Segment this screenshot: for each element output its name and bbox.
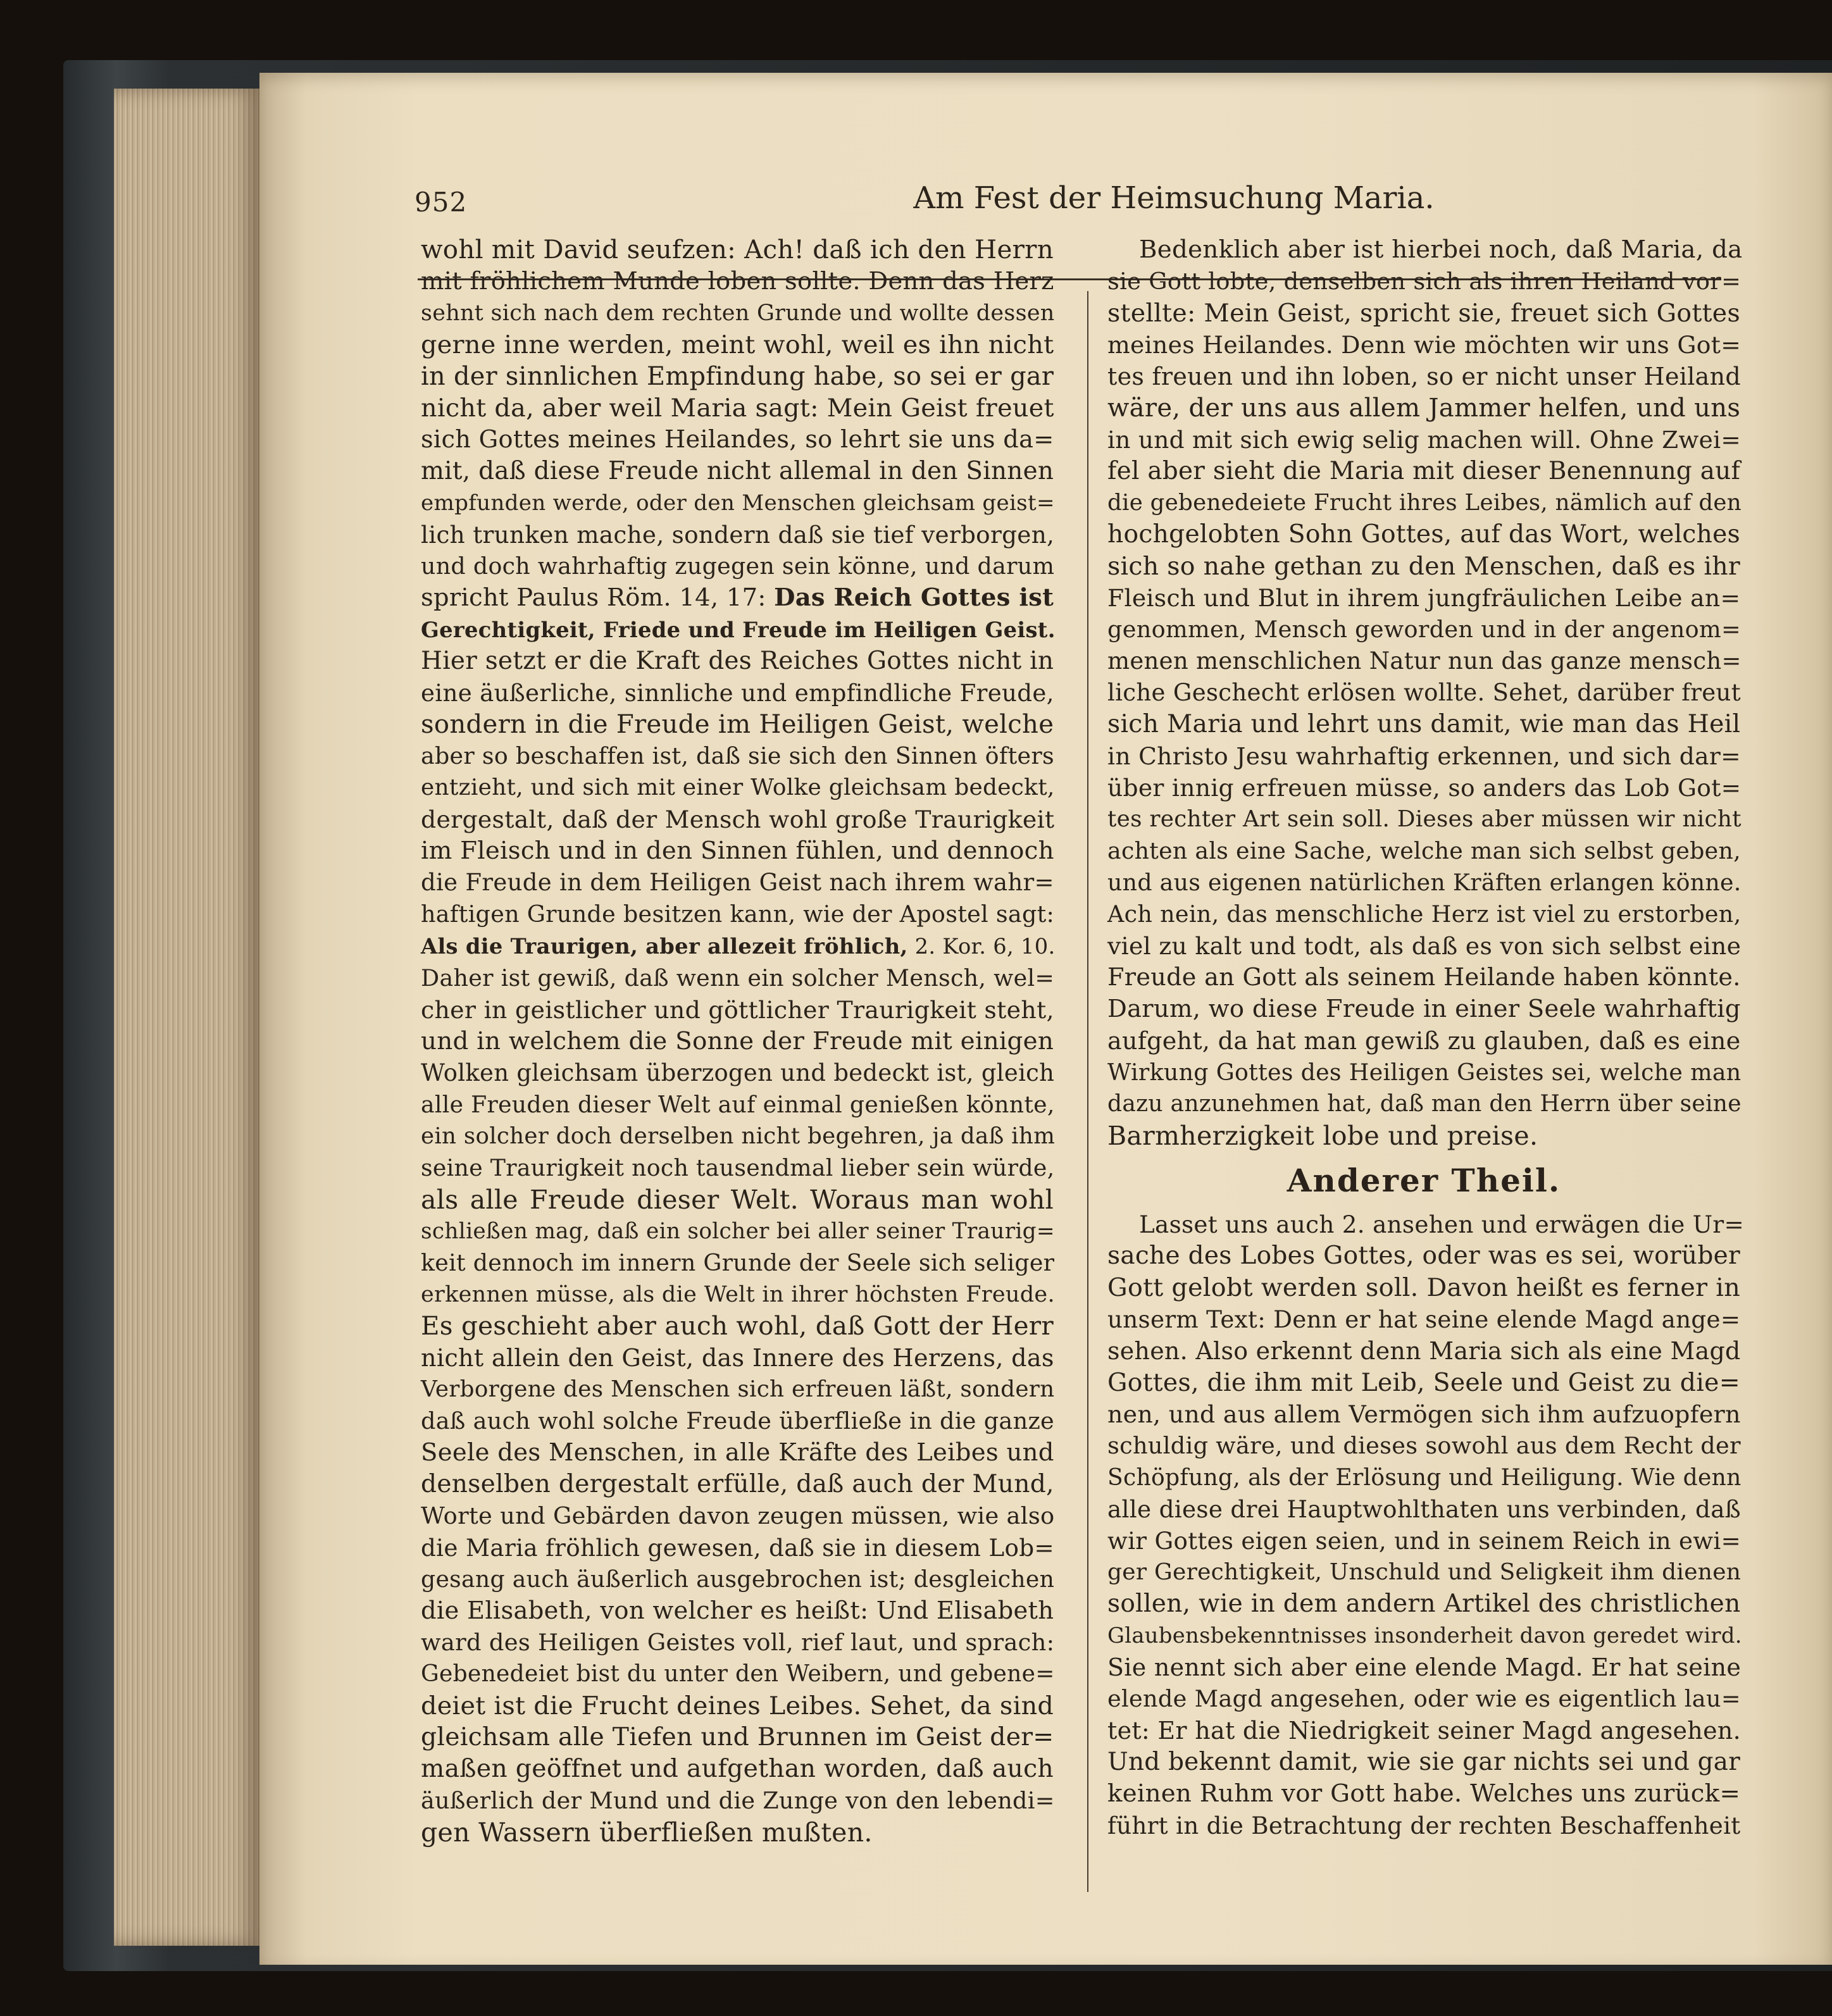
text-line: Sie nennt sich aber eine elende Magd. Er hat seine — [1107, 1653, 1742, 1681]
text-line: deiet ist die Frucht deines Leibes. Sehet, da sind — [421, 1691, 1054, 1720]
text-line: schließen mag, daß ein solcher bei aller seiner Traurig= — [421, 1219, 1055, 1244]
text-line: äußerlich der Mund und die Zunge von den lebendi= — [421, 1787, 1055, 1814]
text-line: wir Gottes eigen seien, und in seinem Reich in ewi= — [1107, 1527, 1742, 1555]
text-line: achten als eine Sache, welche man sich selbst geben, — [1107, 837, 1741, 864]
text-line: sich Gottes meines Heilandes, so lehrt sie uns da= — [421, 425, 1054, 454]
text-line: wohl mit David seufzen: Ach! daß ich den Herrn — [421, 235, 1054, 264]
text-line: Schöpfung, als der Erlösung und Heiligung. Wie denn — [1107, 1464, 1742, 1491]
text-line: Worte und Gebärden davon zeugen müssen, wie also — [421, 1502, 1055, 1529]
text-line: Glaubensbekenntnisses insonderheit davon geredet wird. — [1107, 1623, 1742, 1648]
text-line: Lasset uns auch 2. ansehen und erwägen die Ur= — [1139, 1210, 1745, 1238]
text-line: Seele des Menschen, in alle Kräfte des Leibes und — [421, 1438, 1054, 1467]
text-line: in der sinnlichen Empfindung habe, so sei er gar — [421, 362, 1054, 391]
text-line: nicht allein den Geist, das Innere des Herzens, das — [421, 1344, 1054, 1372]
text-line: die Elisabeth, von welcher es heißt: Und Elisabeth — [421, 1596, 1054, 1625]
text-line: ein solcher doch derselben nicht begehren, ja daß ihm — [421, 1123, 1056, 1149]
section-heading: Anderer Theil. — [1287, 1162, 1561, 1199]
text-line: keit dennoch im innern Grunde der Seele sich seliger — [421, 1249, 1055, 1276]
text-line: nicht da, aber weil Maria sagt: Mein Geist freuet — [421, 394, 1054, 423]
text-line: dazu anzunehmen hat, daß man den Herrn über seine — [1107, 1091, 1742, 1117]
text-line: ger Gerechtigkeit, Unschuld und Seligkeit ihm dienen — [1107, 1559, 1742, 1585]
text-line: Ach nein, das menschliche Herz ist viel zu erstorben, — [1107, 900, 1742, 928]
left-column — [421, 234, 1054, 1848]
text-line: sehen. Also erkennt denn Maria sich als eine Magd — [1107, 1337, 1741, 1365]
bible-quote-line: Gerechtigkeit, Friede und Freude im Heiligen Geist. — [421, 617, 1056, 642]
text-line: daß auch wohl solche Freude überfließe in die ganze — [421, 1407, 1055, 1434]
text-line: Wirkung Gottes des Heiligen Geistes sei, welche man — [1107, 1059, 1742, 1086]
text-line: wäre, der uns aus allem Jammer helfen, und uns — [1107, 394, 1741, 423]
text-line: tes freuen und ihn loben, so er nicht unser Heiland — [1107, 363, 1741, 390]
text-line: gleichsam alle Tiefen und Brunnen im Geist der= — [421, 1723, 1054, 1752]
text-line: empfunden werde, oder den Menschen gleichsam geist= — [421, 490, 1055, 516]
text-line: sich so nahe gethan zu den Menschen, daß es ihr — [1107, 552, 1740, 581]
text-line: maßen geöffnet und aufgethan worden, daß auch — [421, 1755, 1054, 1783]
text-line: elende Magd angesehen, oder wie es eigentlich lau= — [1107, 1685, 1741, 1712]
text-line: dergestalt, daß der Mensch wohl große Traurigkeit — [421, 806, 1055, 833]
book-page — [259, 73, 1832, 1965]
text-line: über innig erfreuen müsse, so anders das Lob Got= — [1107, 774, 1742, 802]
text-line: nen, und aus allem Vermögen sich ihm aufzuopfern — [1107, 1400, 1741, 1428]
text-line: eine äußerliche, sinnliche und empfindliche Freude, — [421, 679, 1054, 707]
text-line: gesang auch äußerlich ausgebrochen ist; desgleichen — [421, 1565, 1055, 1593]
text-line: aber so beschaffen ist, daß sie sich den Sinnen öfters — [421, 742, 1054, 769]
text-line: sehnt sich nach dem rechten Grunde und wollte dessen — [421, 301, 1055, 326]
text-line: Es geschieht aber auch wohl, daß Gott der Herr — [421, 1311, 1054, 1341]
text-line: gen Wassern überfließen mußten. — [421, 1817, 873, 1848]
text-line: lich trunken mache, sondern daß sie tief verborgen, — [421, 521, 1055, 549]
text-line: tes rechter Art sein soll. Dieses aber müssen wir nicht — [1107, 806, 1742, 832]
text-line: mit fröhlichem Munde loben sollte. Denn das Herz — [421, 267, 1054, 296]
text-line: denselben dergestalt erfülle, daß auch der Mund, — [421, 1470, 1054, 1498]
text-line: seine Traurigkeit noch tausendmal lieber sein würde, — [421, 1154, 1055, 1181]
text-line: Darum, wo diese Freude in einer Seele wahrhaftig — [1107, 995, 1741, 1023]
text-line: genommen, Mensch geworden und in der angenom= — [1107, 616, 1742, 643]
text-line: erkennen müsse, als die Welt in ihrer höchsten Freude. — [421, 1281, 1055, 1307]
text-line: sache des Lobes Gottes, oder was es sei, worüber — [1107, 1241, 1740, 1270]
page-edges — [114, 89, 259, 1946]
text-line: viel zu kalt und todt, als daß es von sich selbst eine — [1107, 932, 1742, 960]
text-line: sollen, wie in dem andern Artikel des christlichen — [1107, 1590, 1741, 1618]
right-column — [1107, 234, 1745, 1841]
text-line: als alle Freude dieser Welt. Woraus man wohl — [421, 1185, 1054, 1215]
text-line: haftigen Grunde besitzen kann, wie der Apostel sagt: — [421, 900, 1055, 928]
text-line: Bedenklich aber ist hierbei noch, daß Maria, da — [1139, 235, 1743, 264]
bible-quote: Das Reich Gottes ist — [774, 583, 1054, 612]
page-number: 952 — [414, 187, 468, 218]
text-line: sondern in die Freude im Heiligen Geist, welche — [421, 710, 1054, 739]
text-line: menen menschlichen Natur nun das ganze mensch= — [1107, 647, 1742, 675]
text-line: Und bekennt damit, wie sie gar nichts sei und gar — [1107, 1748, 1741, 1776]
text-run: spricht Paulus Röm. 14, 17: — [421, 583, 766, 612]
text-line: Verborgene des Menschen sich erfreuen läßt, sondern — [421, 1376, 1055, 1402]
text-line: Hier setzt er die Kraft des Reiches Gottes nicht in — [421, 647, 1054, 675]
column-divider — [1087, 291, 1088, 1892]
text-line-mixed — [421, 930, 1054, 962]
text-line: Daher ist gewiß, daß wenn ein solcher Mensch, wel= — [421, 964, 1055, 992]
text-line: liche Geschecht erlösen wollte. Sehet, darüber freut — [1107, 679, 1741, 706]
text-line: führt in die Betrachtung der rechten Beschaffenheit — [1107, 1812, 1741, 1839]
text-line: gerne inne werden, meint wohl, weil es ihn nicht — [421, 330, 1054, 359]
text-line: ward des Heiligen Geistes voll, rief laut, und sprach: — [421, 1629, 1055, 1656]
text-line: die Freude in dem Heiligen Geist nach ihrem wahr= — [421, 869, 1054, 896]
text-line: keinen Ruhm vor Gott habe. Welches uns zurück= — [1107, 1779, 1741, 1808]
text-line: Barmherzigkeit lobe und preise. — [1107, 1121, 1538, 1151]
text-line: sich Maria und lehrt uns damit, wie man das Heil — [1107, 710, 1741, 738]
bible-quote: Als die Traurigen, aber allezeit fröhlich, — [421, 933, 908, 959]
text-line: meines Heilandes. Denn wie möchten wir uns Got= — [1107, 331, 1742, 359]
text-line: mit, daß diese Freude nicht allemal in den Sinnen — [421, 457, 1054, 485]
text-line-mixed — [421, 582, 1054, 614]
text-line: und aus eigenen natürlichen Kräften erlangen könne. — [1107, 869, 1742, 896]
text-line: tet: Er hat die Niedrigkeit seiner Magd angesehen. — [1107, 1717, 1741, 1745]
text-line: aufgeht, da hat man gewiß zu glauben, daß es eine — [1107, 1027, 1741, 1055]
text-line: Freude an Gott als seinem Heilande haben könnte. — [1107, 964, 1741, 992]
text-line: stellte: Mein Geist, spricht sie, freuet sich Gottes — [1107, 299, 1740, 328]
text-line: in Christo Jesu wahrhaftig erkennen, und sich dar= — [1107, 742, 1741, 770]
text-line: fel aber sieht die Maria mit dieser Benennung auf — [1107, 457, 1741, 485]
text-line: Wolken gleichsam überzogen und bedeckt ist, gleich — [421, 1059, 1055, 1086]
text-line: im Fleisch und in den Sinnen fühlen, und dennoch — [421, 837, 1054, 865]
text-line: Gottes, die ihm mit Leib, Seele und Geist zu die= — [1107, 1368, 1740, 1397]
text-line: entzieht, und sich mit einer Wolke gleichsam bedeckt, — [421, 775, 1055, 800]
text-line: hochgelobten Sohn Gottes, auf das Wort, welches — [1107, 520, 1740, 549]
text-run: 2. Kor. 6, 10. — [907, 934, 1056, 959]
text-line: die gebenedeiete Frucht ihres Leibes, nämlich auf den — [1107, 490, 1742, 516]
text-line: in und mit sich ewig selig machen will. Ohne Zwei= — [1107, 426, 1741, 454]
text-line: alle diese drei Hauptwohlthaten uns verbinden, daß — [1107, 1495, 1742, 1523]
text-line: Fleisch und Blut in ihrem jungfräulichen Leibe an= — [1107, 584, 1741, 612]
text-line: Gott gelobt werden soll. Davon heißt es ferner in — [1107, 1273, 1740, 1302]
text-line: cher in geistlicher und göttlicher Traurigkeit steht, — [421, 996, 1054, 1024]
page-title: Am Fest der Heimsuchung Maria. — [913, 180, 1435, 216]
text-line: und in welchem die Sonne der Freude mit einigen — [421, 1027, 1054, 1055]
text-line: alle Freuden dieser Welt auf einmal genießen könnte, — [421, 1091, 1055, 1118]
text-line: schuldig wäre, und dieses sowohl aus dem Recht der — [1107, 1432, 1741, 1459]
text-line: die Maria fröhlich gewesen, daß sie in diesem Lob= — [421, 1534, 1054, 1562]
text-line: Gebenedeiet bist du unter den Weibern, und gebene= — [421, 1661, 1055, 1687]
text-line: sie Gott lobte, denselben sich als ihren Heiland vor= — [1107, 268, 1742, 295]
running-head — [414, 180, 1721, 226]
text-line: und doch wahrhaftig zugegen sein könne, und darum — [421, 552, 1055, 580]
text-line: unserm Text: Denn er hat seine elende Magd ange= — [1107, 1305, 1741, 1333]
